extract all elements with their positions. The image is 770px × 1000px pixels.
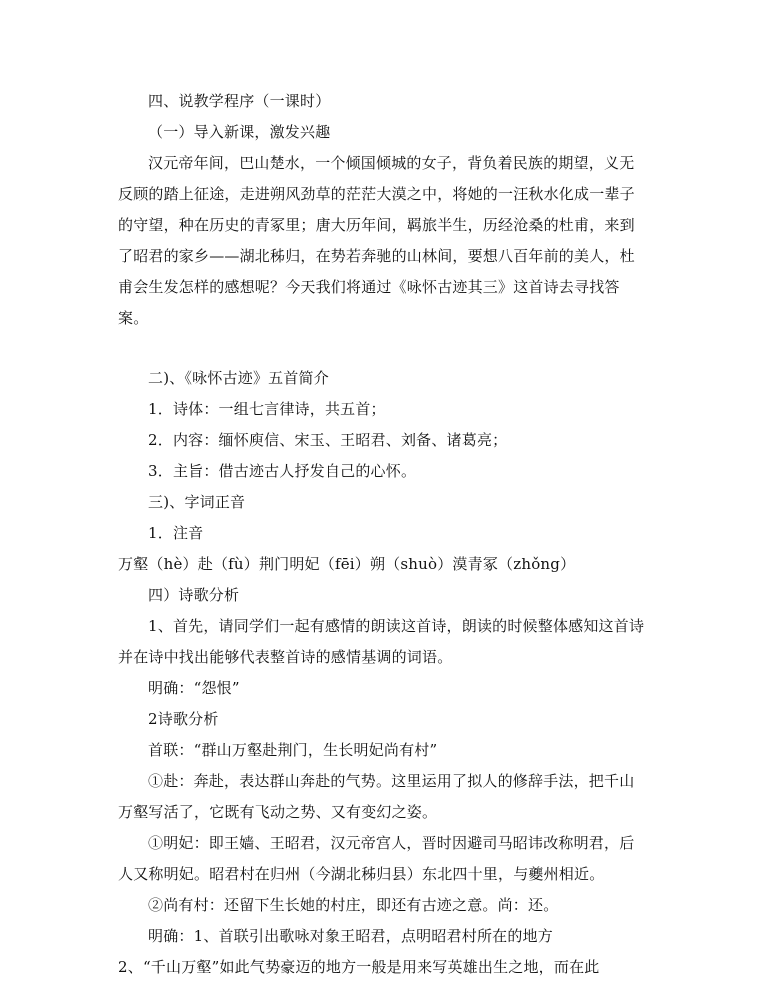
paragraph-line: 甫会生发怎样的感想呢？今天我们将通过《咏怀古迹其三》这首诗去寻找答 (118, 278, 620, 296)
note-mingfei (118, 832, 650, 885)
paragraph-line: 人又称明妃。昭君村在归州（今湖北秭归县）东北四十里，与夔州相近。 (118, 865, 605, 883)
paragraph-line: 1、首先，请同学们一起有感情的朗读这首诗，朗读的时候整体感知这首诗 (148, 617, 645, 635)
section-heading-pronunciation: 三)、字词正音 (148, 493, 246, 511)
paragraph-line: 了昭君的家乡——湖北秭归，在势若奔驰的山林间，要想八百年前的美人，杜 (118, 247, 635, 265)
paragraph-line: 并在诗中找出能够代表整首诗的感情基调的词语。 (118, 648, 453, 666)
paragraph-line: 案。 (118, 309, 149, 327)
section-heading-poems-intro: 二)、《咏怀古迹》五首简介 (148, 369, 329, 387)
analysis-paragraph-1 (118, 615, 650, 668)
subheading-annotation: 1．注音 (148, 524, 204, 542)
paragraph-line: 汉元帝年间，巴山楚水，一个倾国倾城的女子，背负着民族的期望，义无 (148, 154, 635, 172)
list-item: 3．主旨：借古迹古人抒发自己的心怀。 (148, 462, 417, 480)
section-heading-teaching-procedure: 四、说教学程序（一课时） (148, 92, 331, 110)
note-fu (118, 770, 650, 823)
pinyin-line: 万壑（hè）赴（fù）荆门明妃（fēi）朔（shuò）漠青冢（zhǒng） (118, 555, 576, 573)
list-item: 1．诗体：一组七言律诗，共五首； (148, 400, 386, 418)
list-item: 2．内容：缅怀庾信、宋玉、王昭君、刘备、诸葛亮； (148, 431, 508, 449)
clarify-line: 明确：1、首联引出歌咏对象王昭君，点明昭君村所在的地方 (148, 927, 553, 945)
paragraph-line: ①明妃：即王嫱、王昭君，汉元帝宫人，晋时因避司马昭讳改称明君，后 (148, 834, 635, 852)
document-body (118, 90, 650, 987)
blank-line (118, 338, 650, 367)
paragraph-line: 的守望，种在历史的青冢里；唐大历年间，羁旅半生，历经沧桑的杜甫，来到 (118, 216, 635, 234)
subheading-analysis: 2诗歌分析 (148, 710, 219, 728)
couplet-line: 首联：“群山万壑赴荆门，生长明妃尚有村” (148, 741, 438, 759)
paragraph-line: 反顾的踏上征途，走进朔风劲草的茫茫大漠之中，将她的一汪秋水化成一辈子 (118, 185, 635, 203)
note-cunyou: ②尚有村：还留下生长她的村庄，即还有古迹之意。尚：还。 (148, 896, 559, 914)
paragraph-line: ①赴：奔赴，表达群山奔赴的气势。这里运用了拟人的修辞手法，把千山 (148, 772, 635, 790)
paragraph-line: 万壑写活了，它既有飞动之势、又有变幻之姿。 (118, 803, 438, 821)
paragraph-line: 2、“千山万壑”如此气势豪迈的地方一般是用来写英雄出生之地，而在此 (118, 958, 600, 976)
intro-paragraph (118, 152, 650, 329)
subheading-intro: （一）导入新课，激发兴趣 (148, 123, 331, 141)
clarify-line: 明确：“怨恨” (148, 679, 240, 697)
section-heading-poem-analysis: 四）诗歌分析 (148, 586, 240, 604)
